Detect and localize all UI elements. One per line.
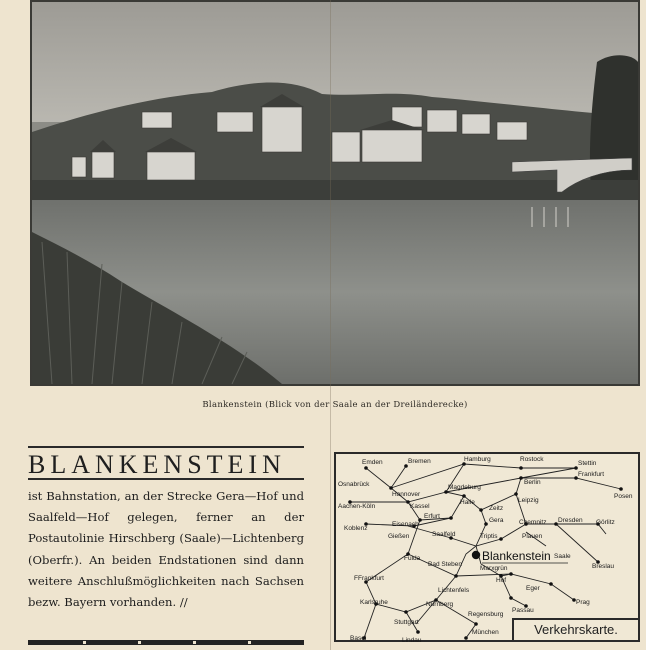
svg-text:Gießen: Gießen: [388, 533, 410, 540]
photo-caption: Blankenstein (Blick von der Saale an der Dreiländerecke): [202, 400, 468, 410]
svg-text:Prag: Prag: [576, 599, 590, 606]
svg-text:Koblenz: Koblenz: [344, 525, 368, 532]
blankenstein-marker: [472, 551, 480, 559]
svg-text:Dresden: Dresden: [558, 517, 583, 524]
svg-text:Posen: Posen: [614, 493, 633, 500]
svg-text:Passau: Passau: [512, 607, 534, 614]
landscape-photo: [30, 0, 640, 386]
svg-text:Nürnberg: Nürnberg: [426, 601, 454, 608]
map-title: Verkehrskarte.: [512, 618, 640, 642]
svg-text:Eisenach: Eisenach: [392, 521, 419, 528]
svg-text:Leipzig: Leipzig: [518, 497, 539, 504]
svg-text:Emden: Emden: [362, 459, 383, 466]
svg-text:Saale: Saale: [554, 553, 571, 560]
svg-text:Saalfeld: Saalfeld: [432, 531, 456, 538]
svg-text:Plauen: Plauen: [522, 533, 543, 540]
svg-text:Lichtenfels: Lichtenfels: [438, 587, 470, 594]
svg-text:Stettin: Stettin: [578, 460, 597, 467]
svg-text:Zeitz: Zeitz: [489, 505, 504, 512]
svg-text:Berlin: Berlin: [524, 479, 541, 486]
svg-text:Kassel: Kassel: [410, 503, 430, 510]
svg-text:Bremen: Bremen: [408, 458, 431, 465]
svg-text:Chemnitz: Chemnitz: [519, 519, 547, 526]
decorative-rule: [28, 640, 304, 645]
svg-text:FFrankfurt: FFrankfurt: [354, 575, 384, 582]
svg-text:Frankfurt: Frankfurt: [578, 471, 605, 478]
svg-text:Bad Steben: Bad Steben: [428, 561, 462, 568]
svg-text:Erfurt: Erfurt: [424, 513, 440, 520]
main-city-label: Blankenstein: [482, 549, 551, 563]
svg-text:Gera: Gera: [489, 517, 504, 524]
svg-text:Karlsruhe: Karlsruhe: [360, 599, 388, 606]
body-paragraph: ist Bahnstation, an der Strecke Gera—Hof und Saalfeld—Hof gelegen, ferner an der Postautolinie Hirschberg (Saale)—Lichtenberg (Oberfr.). An beiden Endstationen sind dann weitere Anschlußmöglichkeiten nach Sachsen bezw. Bayern vorhanden. //: [28, 489, 304, 610]
svg-text:Rostock: Rostock: [520, 456, 544, 463]
svg-text:Aachen-Köln: Aachen-Köln: [338, 503, 376, 510]
svg-text:Halle: Halle: [460, 499, 475, 506]
traffic-map: [334, 452, 640, 642]
svg-text:Lindau: Lindau: [402, 637, 422, 644]
svg-text:Stuttgart: Stuttgart: [394, 619, 419, 626]
svg-text:Basel: Basel: [350, 635, 367, 642]
svg-text:Marxgrün: Marxgrün: [480, 565, 508, 572]
svg-text:Görlitz: Görlitz: [596, 519, 615, 526]
svg-text:Hannover: Hannover: [392, 491, 421, 498]
page-title: BLANKENSTEIN: [28, 446, 304, 480]
svg-text:Regensburg: Regensburg: [468, 611, 504, 618]
svg-text:Triptis: Triptis: [480, 533, 498, 540]
map-svg: [336, 454, 638, 644]
svg-text:Hof: Hof: [496, 577, 507, 584]
svg-text:Osnabrück: Osnabrück: [338, 481, 370, 488]
page-fold: [330, 0, 331, 650]
svg-text:Fulda: Fulda: [404, 555, 421, 562]
svg-text:München: München: [472, 629, 499, 636]
svg-text:Breslau: Breslau: [592, 563, 615, 570]
svg-text:Eger: Eger: [526, 585, 540, 592]
svg-text:Magdeburg: Magdeburg: [448, 484, 481, 491]
svg-text:Hamburg: Hamburg: [464, 456, 491, 463]
